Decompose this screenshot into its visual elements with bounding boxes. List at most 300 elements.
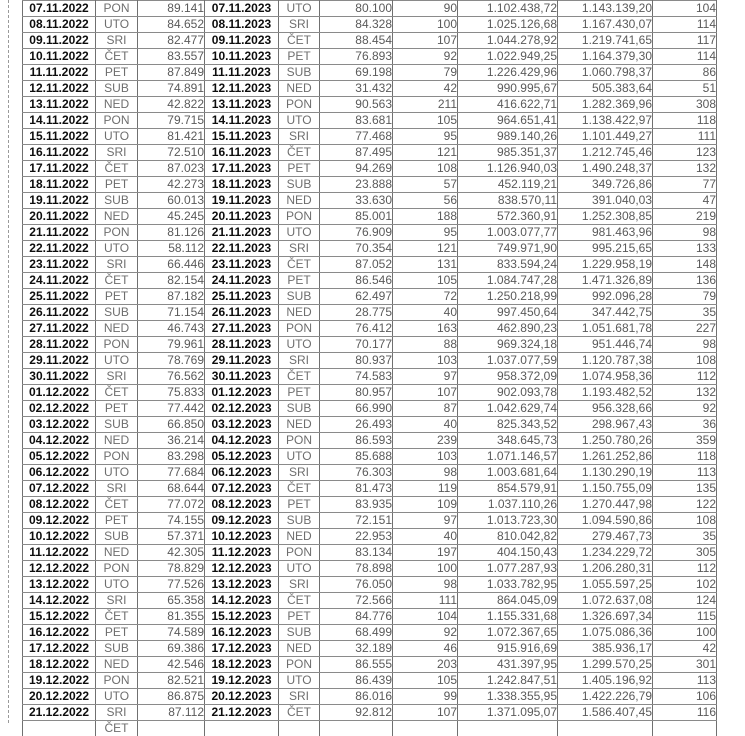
day-2022-cell[interactable]: PET: [96, 513, 138, 529]
value-2023-cell[interactable]: 26.493: [320, 417, 393, 433]
amount-2023-cell[interactable]: 349.726,86: [558, 177, 653, 193]
amount-2023-cell[interactable]: 298.967,43: [558, 417, 653, 433]
value-2023-cell[interactable]: 76.893: [320, 49, 393, 65]
index-pct-1-cell[interactable]: 98: [393, 577, 458, 593]
day-2022-cell[interactable]: NED: [96, 209, 138, 225]
amount-2022-cell[interactable]: 1.071.146,57: [458, 449, 558, 465]
value-2022-cell[interactable]: 42.305: [138, 545, 205, 561]
day-2022-cell[interactable]: NED: [96, 433, 138, 449]
date-2022-cell[interactable]: 15.11.2022: [23, 129, 96, 145]
date-2022-cell[interactable]: 14.12.2022: [23, 593, 96, 609]
date-2023-cell[interactable]: 24.11.2023: [205, 273, 279, 289]
day-2022-cell[interactable]: PON: [96, 449, 138, 465]
date-2023-cell[interactable]: 30.11.2023: [205, 369, 279, 385]
index-pct-2-cell[interactable]: 112: [653, 561, 717, 577]
value-2022-cell[interactable]: 87.112: [138, 705, 205, 721]
index-pct-1-cell[interactable]: 90: [393, 1, 458, 17]
index-pct-2-cell[interactable]: 116: [653, 705, 717, 721]
amount-2023-cell[interactable]: 279.467,73: [558, 529, 653, 545]
day-2023-cell[interactable]: ČET: [279, 33, 320, 49]
day-2023-cell[interactable]: NED: [279, 193, 320, 209]
date-2023-cell[interactable]: 14.11.2023: [205, 113, 279, 129]
amount-2023-cell[interactable]: 1.422.226,79: [558, 689, 653, 705]
value-2022-cell[interactable]: 77.442: [138, 401, 205, 417]
amount-2023-cell[interactable]: 1.075.086,36: [558, 625, 653, 641]
amount-2022-cell[interactable]: 1.126.940,03: [458, 161, 558, 177]
date-2022-cell[interactable]: 28.11.2022: [23, 337, 96, 353]
value-2023-cell[interactable]: 87.052: [320, 257, 393, 273]
date-2023-cell[interactable]: 06.12.2023: [205, 465, 279, 481]
value-2023-cell[interactable]: 32.189: [320, 641, 393, 657]
amount-2022-cell[interactable]: 348.645,73: [458, 433, 558, 449]
date-2022-cell[interactable]: 04.12.2022: [23, 433, 96, 449]
date-2023-cell[interactable]: 13.12.2023: [205, 577, 279, 593]
value-2023-cell[interactable]: 83.935: [320, 497, 393, 513]
day-2023-cell[interactable]: UTO: [279, 673, 320, 689]
date-2023-cell[interactable]: 08.12.2023: [205, 497, 279, 513]
date-2022-cell[interactable]: 20.12.2022: [23, 689, 96, 705]
day-2023-cell[interactable]: NED: [279, 81, 320, 97]
index-pct-1-cell[interactable]: 103: [393, 353, 458, 369]
value-2023-cell[interactable]: 81.473: [320, 481, 393, 497]
amount-2022-cell[interactable]: 431.397,95: [458, 657, 558, 673]
value-2023-cell[interactable]: 22.953: [320, 529, 393, 545]
value-2022-cell[interactable]: 42.822: [138, 97, 205, 113]
date-2023-cell[interactable]: 10.12.2023: [205, 529, 279, 545]
date-2022-cell[interactable]: 30.11.2022: [23, 369, 96, 385]
index-pct-1-cell[interactable]: 100: [393, 17, 458, 33]
value-2023-cell[interactable]: 84.328: [320, 17, 393, 33]
amount-2022-cell[interactable]: 985.351,37: [458, 145, 558, 161]
amount-2022-cell[interactable]: 854.579,91: [458, 481, 558, 497]
day-2022-cell[interactable]: SRI: [96, 481, 138, 497]
day-2023-cell[interactable]: UTO: [279, 113, 320, 129]
day-2023-cell[interactable]: PET: [279, 609, 320, 625]
index-pct-2-cell[interactable]: 133: [653, 241, 717, 257]
index-pct-1-cell[interactable]: 56: [393, 193, 458, 209]
day-2023-cell[interactable]: ČET: [279, 593, 320, 609]
index-pct-2-cell[interactable]: 35: [653, 529, 717, 545]
index-pct-2-cell[interactable]: 102: [653, 577, 717, 593]
amount-2022-cell[interactable]: 1.003.077,77: [458, 225, 558, 241]
value-2022-cell[interactable]: 66.850: [138, 417, 205, 433]
index-pct-2-cell[interactable]: 113: [653, 465, 717, 481]
value-2023-cell[interactable]: 62.497: [320, 289, 393, 305]
day-2022-cell[interactable]: ČET: [96, 385, 138, 401]
date-2022-cell[interactable]: 12.11.2022: [23, 81, 96, 97]
amount-2022-cell[interactable]: 1.037.077,59: [458, 353, 558, 369]
value-2023-cell[interactable]: 72.151: [320, 513, 393, 529]
index-pct-1-cell[interactable]: 92: [393, 49, 458, 65]
amount-2023-cell[interactable]: 981.463,96: [558, 225, 653, 241]
value-2023-cell[interactable]: 94.269: [320, 161, 393, 177]
date-2023-cell[interactable]: 27.11.2023: [205, 321, 279, 337]
amount-2022-cell[interactable]: 1.242.847,51: [458, 673, 558, 689]
value-2022-cell[interactable]: 69.386: [138, 641, 205, 657]
amount-2022-cell[interactable]: 1.250.218,99: [458, 289, 558, 305]
index-pct-1-cell[interactable]: 103: [393, 449, 458, 465]
value-2022-cell[interactable]: 76.562: [138, 369, 205, 385]
day-2022-cell[interactable]: ČET: [96, 273, 138, 289]
index-pct-1-cell[interactable]: 40: [393, 305, 458, 321]
date-2023-cell[interactable]: 14.12.2023: [205, 593, 279, 609]
amount-2023-cell[interactable]: 1.299.570,25: [558, 657, 653, 673]
value-2023-cell[interactable]: 88.454: [320, 33, 393, 49]
value-2022-cell[interactable]: 68.644: [138, 481, 205, 497]
day-2022-cell[interactable]: PET: [96, 289, 138, 305]
date-2023-cell[interactable]: 03.12.2023: [205, 417, 279, 433]
index-pct-2-cell[interactable]: 123: [653, 145, 717, 161]
index-pct-1-cell[interactable]: 98: [393, 465, 458, 481]
date-2023-cell[interactable]: 25.11.2023: [205, 289, 279, 305]
value-2023-cell[interactable]: 80.957: [320, 385, 393, 401]
date-2023-cell[interactable]: 01.12.2023: [205, 385, 279, 401]
index-pct-2-cell[interactable]: 219: [653, 209, 717, 225]
day-2022-cell[interactable]: SUB: [96, 529, 138, 545]
index-pct-2-cell[interactable]: 305: [653, 545, 717, 561]
value-2023-cell[interactable]: 74.583: [320, 369, 393, 385]
day-2022-cell[interactable]: SUB: [96, 193, 138, 209]
date-2023-cell[interactable]: 04.12.2023: [205, 433, 279, 449]
date-2022-cell[interactable]: 25.11.2022: [23, 289, 96, 305]
value-2022-cell[interactable]: 58.112: [138, 241, 205, 257]
amount-2023-cell[interactable]: 1.138.422,97: [558, 113, 653, 129]
date-2022-cell[interactable]: 08.12.2022: [23, 497, 96, 513]
index-pct-1-cell[interactable]: 109: [393, 497, 458, 513]
amount-2022-cell[interactable]: 833.594,24: [458, 257, 558, 273]
day-2022-cell[interactable]: SRI: [96, 257, 138, 273]
amount-2023-cell[interactable]: 1.101.449,27: [558, 129, 653, 145]
amount-2023-cell[interactable]: 1.405.196,92: [558, 673, 653, 689]
amount-2023-cell[interactable]: 1.282.369,96: [558, 97, 653, 113]
value-2022-cell[interactable]: 75.833: [138, 385, 205, 401]
amount-2023-cell[interactable]: 1.471.326,89: [558, 273, 653, 289]
date-2023-cell[interactable]: 12.12.2023: [205, 561, 279, 577]
value-2023-cell[interactable]: 23.888: [320, 177, 393, 193]
day-2023-cell[interactable]: UTO: [279, 337, 320, 353]
value-2022-cell[interactable]: 78.829: [138, 561, 205, 577]
day-2023-cell[interactable]: PON: [279, 97, 320, 113]
day-2023-cell[interactable]: SRI: [279, 465, 320, 481]
amount-2023-cell[interactable]: 1.094.590,86: [558, 513, 653, 529]
date-2023-cell[interactable]: 19.12.2023: [205, 673, 279, 689]
value-2022-cell[interactable]: 81.355: [138, 609, 205, 625]
value-2023-cell[interactable]: 66.990: [320, 401, 393, 417]
value-2023-cell[interactable]: 92.812: [320, 705, 393, 721]
amount-2022-cell[interactable]: 969.324,18: [458, 337, 558, 353]
date-2023-cell[interactable]: 21.11.2023: [205, 225, 279, 241]
day-2023-cell[interactable]: NED: [279, 305, 320, 321]
date-2022-cell[interactable]: 16.12.2022: [23, 625, 96, 641]
amount-2022-cell[interactable]: 997.450,64: [458, 305, 558, 321]
amount-2023-cell[interactable]: 995.215,65: [558, 241, 653, 257]
amount-2022-cell[interactable]: 1.371.095,07: [458, 705, 558, 721]
index-pct-2-cell[interactable]: 42: [653, 641, 717, 657]
day-2022-cell[interactable]: NED: [96, 97, 138, 113]
date-2023-cell[interactable]: 22.11.2023: [205, 241, 279, 257]
amount-2023-cell[interactable]: 1.234.229,72: [558, 545, 653, 561]
date-2023-cell[interactable]: 07.12.2023: [205, 481, 279, 497]
value-2022-cell[interactable]: 77.684: [138, 465, 205, 481]
day-2022-cell[interactable]: SRI: [96, 369, 138, 385]
value-2023-cell[interactable]: 68.499: [320, 625, 393, 641]
amount-2022-cell[interactable]: 416.622,71: [458, 97, 558, 113]
index-pct-2-cell[interactable]: 118: [653, 113, 717, 129]
day-2023-cell[interactable]: PON: [279, 321, 320, 337]
day-2022-cell[interactable]: SUB: [96, 81, 138, 97]
value-2023-cell[interactable]: 70.177: [320, 337, 393, 353]
date-2023-cell[interactable]: 20.11.2023: [205, 209, 279, 225]
day-2023-cell[interactable]: ČET: [279, 145, 320, 161]
date-2022-cell[interactable]: 26.11.2022: [23, 305, 96, 321]
value-2022-cell[interactable]: 82.521: [138, 673, 205, 689]
amount-2023-cell[interactable]: 385.936,17: [558, 641, 653, 657]
date-2022-cell[interactable]: 02.12.2022: [23, 401, 96, 417]
amount-2022-cell[interactable]: 810.042,82: [458, 529, 558, 545]
value-2022-cell[interactable]: 87.849: [138, 65, 205, 81]
day-2023-cell[interactable]: PON: [279, 657, 320, 673]
index-pct-2-cell[interactable]: 108: [653, 513, 717, 529]
date-2023-cell[interactable]: 17.11.2023: [205, 161, 279, 177]
day-2023-cell[interactable]: SUB: [279, 289, 320, 305]
amount-2023-cell[interactable]: 1.120.787,38: [558, 353, 653, 369]
index-pct-1-cell[interactable]: 40: [393, 529, 458, 545]
date-2023-cell[interactable]: 15.11.2023: [205, 129, 279, 145]
day-2022-cell[interactable]: UTO: [96, 241, 138, 257]
amount-2023-cell[interactable]: 1.072.637,08: [558, 593, 653, 609]
amount-2023-cell[interactable]: 347.442,75: [558, 305, 653, 321]
amount-2022-cell[interactable]: 1.155.331,68: [458, 609, 558, 625]
day-2022-cell[interactable]: NED: [96, 657, 138, 673]
amount-2022-cell[interactable]: 990.995,67: [458, 81, 558, 97]
amount-2023-cell[interactable]: 1.250.780,26: [558, 433, 653, 449]
index-pct-1-cell[interactable]: 197: [393, 545, 458, 561]
value-2022-cell[interactable]: 79.715: [138, 113, 205, 129]
day-2022-cell[interactable]: UTO: [96, 353, 138, 369]
value-2023-cell[interactable]: 33.630: [320, 193, 393, 209]
index-pct-1-cell[interactable]: 79: [393, 65, 458, 81]
day-2023-cell[interactable]: SRI: [279, 17, 320, 33]
amount-2022-cell[interactable]: 404.150,43: [458, 545, 558, 561]
date-2023-cell[interactable]: 16.11.2023: [205, 145, 279, 161]
date-2022-cell[interactable]: 03.12.2022: [23, 417, 96, 433]
day-2023-cell[interactable]: PET: [279, 49, 320, 65]
day-2023-cell[interactable]: PON: [279, 209, 320, 225]
date-2022-cell[interactable]: 19.12.2022: [23, 673, 96, 689]
value-2022-cell[interactable]: 79.961: [138, 337, 205, 353]
index-pct-2-cell[interactable]: 114: [653, 49, 717, 65]
index-pct-1-cell[interactable]: 105: [393, 273, 458, 289]
date-2022-cell[interactable]: 05.12.2022: [23, 449, 96, 465]
amount-2023-cell[interactable]: 1.130.290,19: [558, 465, 653, 481]
amount-2022-cell[interactable]: 958.372,09: [458, 369, 558, 385]
amount-2022-cell[interactable]: 964.651,41: [458, 113, 558, 129]
value-2022-cell[interactable]: 42.546: [138, 657, 205, 673]
value-2022-cell[interactable]: 89.141: [138, 1, 205, 17]
day-2023-cell[interactable]: NED: [279, 417, 320, 433]
value-2022-cell[interactable]: 65.358: [138, 593, 205, 609]
index-pct-1-cell[interactable]: 119: [393, 481, 458, 497]
amount-2022-cell[interactable]: 1.042.629,74: [458, 401, 558, 417]
day-2023-cell[interactable]: PET: [279, 273, 320, 289]
index-pct-1-cell[interactable]: 40: [393, 417, 458, 433]
amount-2022-cell[interactable]: 838.570,11: [458, 193, 558, 209]
index-pct-1-cell[interactable]: 42: [393, 81, 458, 97]
date-2022-cell[interactable]: 16.11.2022: [23, 145, 96, 161]
amount-2022-cell[interactable]: 1.102.438,72: [458, 1, 558, 17]
date-2022-cell[interactable]: 08.11.2022: [23, 17, 96, 33]
amount-2022-cell[interactable]: 1.037.110,26: [458, 497, 558, 513]
value-2023-cell[interactable]: 83.681: [320, 113, 393, 129]
value-2023-cell[interactable]: 69.198: [320, 65, 393, 81]
day-2023-cell[interactable]: SRI: [279, 241, 320, 257]
amount-2022-cell[interactable]: 1.003.681,64: [458, 465, 558, 481]
value-2023-cell[interactable]: 85.688: [320, 449, 393, 465]
date-2022-cell[interactable]: 01.12.2022: [23, 385, 96, 401]
amount-2022-cell[interactable]: 452.119,21: [458, 177, 558, 193]
day-2022-cell[interactable]: PON: [96, 561, 138, 577]
index-pct-1-cell[interactable]: 88: [393, 337, 458, 353]
index-pct-2-cell[interactable]: 35: [653, 305, 717, 321]
index-pct-1-cell[interactable]: 203: [393, 657, 458, 673]
day-2023-cell[interactable]: UTO: [279, 449, 320, 465]
day-2022-cell[interactable]: UTO: [96, 17, 138, 33]
date-2022-cell[interactable]: 12.12.2022: [23, 561, 96, 577]
date-2022-cell[interactable]: 10.12.2022: [23, 529, 96, 545]
index-pct-1-cell[interactable]: 107: [393, 705, 458, 721]
day-2022-cell[interactable]: SRI: [96, 593, 138, 609]
day-2023-cell[interactable]: SUB: [279, 625, 320, 641]
date-2022-cell[interactable]: 21.11.2022: [23, 225, 96, 241]
day-2022-cell[interactable]: SRI: [96, 33, 138, 49]
value-2023-cell[interactable]: 86.439: [320, 673, 393, 689]
date-2023-cell[interactable]: 09.11.2023: [205, 33, 279, 49]
date-2023-cell[interactable]: 08.11.2023: [205, 17, 279, 33]
date-2023-cell[interactable]: 18.12.2023: [205, 657, 279, 673]
amount-2022-cell[interactable]: 1.077.287,93: [458, 561, 558, 577]
date-2023-cell[interactable]: 12.11.2023: [205, 81, 279, 97]
amount-2022-cell[interactable]: 1.033.782,95: [458, 577, 558, 593]
day-2022-cell[interactable]: PON: [96, 225, 138, 241]
day-2022-cell[interactable]: UTO: [96, 577, 138, 593]
date-2023-cell[interactable]: 28.11.2023: [205, 337, 279, 353]
value-2022-cell[interactable]: 83.557: [138, 49, 205, 65]
date-2022-cell[interactable]: 18.11.2022: [23, 177, 96, 193]
value-2022-cell[interactable]: 78.769: [138, 353, 205, 369]
value-2022-cell[interactable]: 87.023: [138, 161, 205, 177]
day-2023-cell[interactable]: SRI: [279, 129, 320, 145]
amount-2022-cell[interactable]: 1.084.747,28: [458, 273, 558, 289]
date-2022-cell[interactable]: 13.12.2022: [23, 577, 96, 593]
index-pct-1-cell[interactable]: 105: [393, 113, 458, 129]
day-2023-cell[interactable]: PON: [279, 433, 320, 449]
amount-2023-cell[interactable]: 1.586.407,45: [558, 705, 653, 721]
index-pct-2-cell[interactable]: 301: [653, 657, 717, 673]
index-pct-1-cell[interactable]: 107: [393, 385, 458, 401]
day-2022-cell[interactable]: NED: [96, 545, 138, 561]
date-2023-cell[interactable]: 11.11.2023: [205, 65, 279, 81]
date-2023-cell[interactable]: 26.11.2023: [205, 305, 279, 321]
day-2022-cell[interactable]: ČET: [96, 49, 138, 65]
index-pct-2-cell[interactable]: 118: [653, 449, 717, 465]
date-2023-cell[interactable]: 05.12.2023: [205, 449, 279, 465]
value-2022-cell[interactable]: 77.526: [138, 577, 205, 593]
day-2022-cell[interactable]: UTO: [96, 465, 138, 481]
value-2022-cell[interactable]: 60.013: [138, 193, 205, 209]
index-pct-1-cell[interactable]: 46: [393, 641, 458, 657]
index-pct-1-cell[interactable]: 95: [393, 225, 458, 241]
amount-2022-cell[interactable]: 462.890,23: [458, 321, 558, 337]
value-2023-cell[interactable]: 70.354: [320, 241, 393, 257]
value-2022-cell[interactable]: 77.072: [138, 497, 205, 513]
date-2022-cell[interactable]: 22.11.2022: [23, 241, 96, 257]
date-2023-cell[interactable]: 17.12.2023: [205, 641, 279, 657]
index-pct-2-cell[interactable]: 124: [653, 593, 717, 609]
index-pct-2-cell[interactable]: 113: [653, 673, 717, 689]
day-2022-cell[interactable]: PON: [96, 337, 138, 353]
amount-2023-cell[interactable]: 956.328,66: [558, 401, 653, 417]
amount-2023-cell[interactable]: 1.143.139,20: [558, 1, 653, 17]
date-2022-cell[interactable]: 09.12.2022: [23, 513, 96, 529]
day-2023-cell[interactable]: SUB: [279, 65, 320, 81]
index-pct-2-cell[interactable]: 308: [653, 97, 717, 113]
value-2022-cell[interactable]: 84.652: [138, 17, 205, 33]
amount-2023-cell[interactable]: 1.055.597,25: [558, 577, 653, 593]
amount-2023-cell[interactable]: 1.150.755,09: [558, 481, 653, 497]
index-pct-1-cell[interactable]: 57: [393, 177, 458, 193]
value-2022-cell[interactable]: 45.245: [138, 209, 205, 225]
date-2022-cell[interactable]: 29.11.2022: [23, 353, 96, 369]
value-2023-cell[interactable]: 85.001: [320, 209, 393, 225]
value-2023-cell[interactable]: 90.563: [320, 97, 393, 113]
value-2022-cell[interactable]: 74.155: [138, 513, 205, 529]
date-2022-cell[interactable]: 19.11.2022: [23, 193, 96, 209]
amount-2022-cell[interactable]: 1.025.126,68: [458, 17, 558, 33]
date-2023-cell[interactable]: 18.11.2023: [205, 177, 279, 193]
value-2022-cell[interactable]: 87.182: [138, 289, 205, 305]
value-2022-cell[interactable]: 57.371: [138, 529, 205, 545]
day-2022-cell[interactable]: PON: [96, 113, 138, 129]
amount-2022-cell[interactable]: 989.140,26: [458, 129, 558, 145]
amount-2023-cell[interactable]: 1.074.958,36: [558, 369, 653, 385]
day-2022-cell[interactable]: UTO: [96, 689, 138, 705]
value-2023-cell[interactable]: 78.898: [320, 561, 393, 577]
value-2022-cell[interactable]: 74.891: [138, 81, 205, 97]
day-2022-cell[interactable]: ČET: [96, 161, 138, 177]
value-2022-cell[interactable]: 46.743: [138, 321, 205, 337]
index-pct-2-cell[interactable]: 132: [653, 161, 717, 177]
amount-2022-cell[interactable]: 1.226.429,96: [458, 65, 558, 81]
index-pct-1-cell[interactable]: 211: [393, 97, 458, 113]
date-2023-cell[interactable]: 13.11.2023: [205, 97, 279, 113]
date-2022-cell[interactable]: 13.11.2022: [23, 97, 96, 113]
day-2022-cell[interactable]: SUB: [96, 305, 138, 321]
index-pct-2-cell[interactable]: 122: [653, 497, 717, 513]
date-2022-cell[interactable]: 09.11.2022: [23, 33, 96, 49]
index-pct-2-cell[interactable]: 104: [653, 1, 717, 17]
index-pct-2-cell[interactable]: 51: [653, 81, 717, 97]
index-pct-2-cell[interactable]: 79: [653, 289, 717, 305]
index-pct-2-cell[interactable]: 108: [653, 353, 717, 369]
amount-2023-cell[interactable]: 992.096,28: [558, 289, 653, 305]
date-2023-cell[interactable]: 29.11.2023: [205, 353, 279, 369]
day-2023-cell[interactable]: UTO: [279, 1, 320, 17]
day-2023-cell[interactable]: ČET: [279, 369, 320, 385]
index-pct-1-cell[interactable]: 239: [393, 433, 458, 449]
day-2022-cell[interactable]: PET: [96, 625, 138, 641]
day-2022-cell[interactable]: PET: [96, 65, 138, 81]
index-pct-2-cell[interactable]: 115: [653, 609, 717, 625]
